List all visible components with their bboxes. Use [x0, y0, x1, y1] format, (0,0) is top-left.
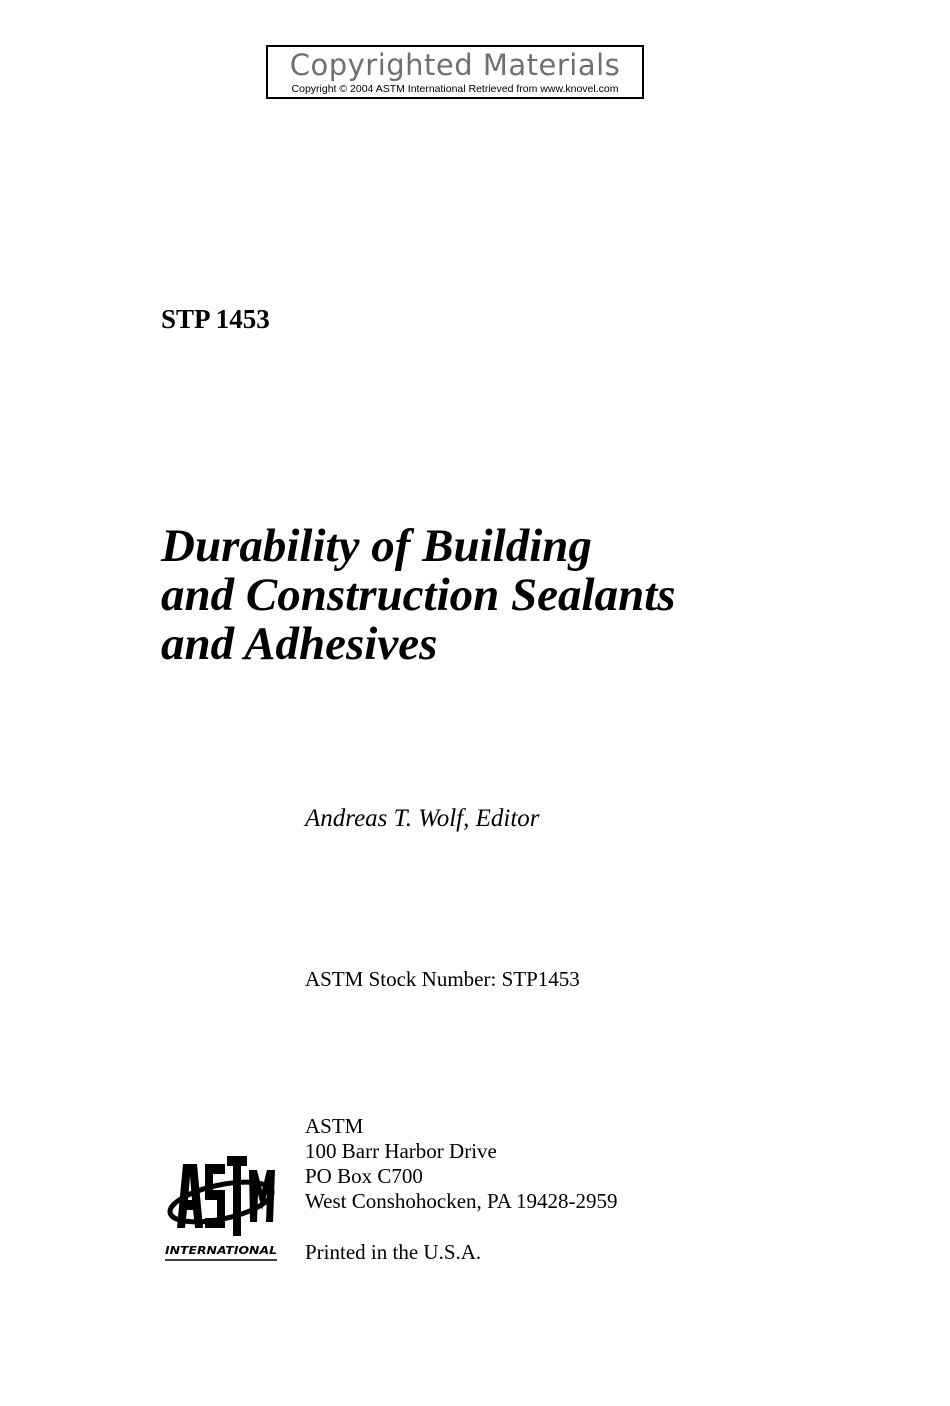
svg-text:INTERNATIONAL: INTERNATIONAL	[165, 1244, 277, 1257]
copyright-heading: Copyrighted Materials	[289, 48, 621, 82]
address-line-1: 100 Barr Harbor Drive	[305, 1139, 497, 1163]
stock-number: ASTM Stock Number: STP1453	[305, 967, 580, 991]
printed-in: Printed in the U.S.A.	[305, 1240, 482, 1264]
copyright-line: Copyright © 2004 ASTM International Retrieved from www.knovel.com	[291, 83, 619, 95]
series-number: STP 1453	[161, 304, 270, 334]
publisher-address	[305, 1114, 618, 1214]
book-title	[161, 522, 921, 669]
astm-international-logo-icon	[163, 1150, 281, 1266]
address-line-3: West Conshohocken, PA 19428-2959	[305, 1189, 618, 1213]
address-line-2: PO Box C700	[305, 1164, 423, 1188]
copyright-notice-box	[266, 45, 644, 99]
publisher-name: ASTM	[305, 1114, 364, 1138]
title-line-1: Durability of Building	[161, 520, 592, 572]
title-line-3: and Adhesives	[161, 618, 438, 670]
editor-credit: Andreas T. Wolf, Editor	[305, 805, 540, 832]
title-line-2: and Construction Sealants	[161, 569, 676, 621]
